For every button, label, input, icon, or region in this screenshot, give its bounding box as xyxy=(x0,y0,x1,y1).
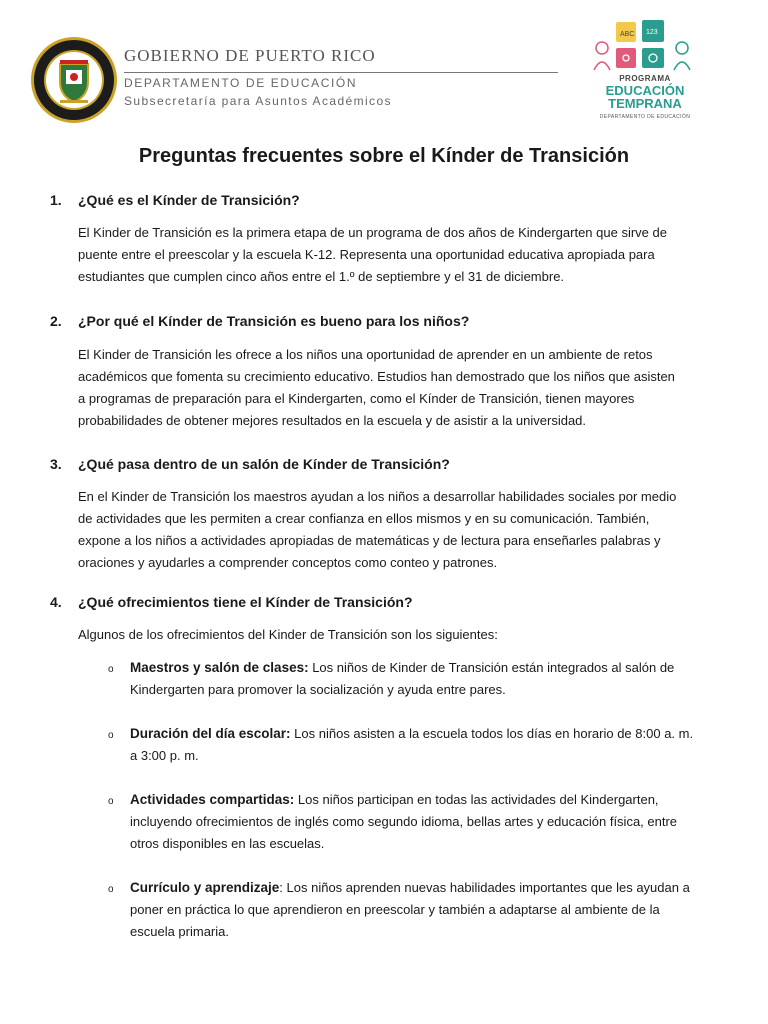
offering-desc: otros disponibles en las escuelas. xyxy=(130,836,325,851)
page-title: Preguntas frecuentes sobre el Kínder de Transición xyxy=(138,145,630,167)
answer-line: oraciones y ayudarles a comprender conceptos como conteo y patrones. xyxy=(78,555,498,570)
offering-desc: Los niños participan en todas las actividades del Kindergarten, xyxy=(294,792,659,807)
question-text: ¿Qué ofrecimientos tiene el Kínder de Transición? xyxy=(78,594,413,610)
logo-tile-abc: ABC xyxy=(620,31,635,38)
logo-programa: PROGRAMA xyxy=(619,74,671,83)
answer-line: académicos que fomenta su crecimiento educativo. Estudios han demostrado que los niños que asisten xyxy=(78,369,675,384)
offering-item xyxy=(130,657,730,701)
answer-line: a programas de preparación para el Kindergarten, como el Kínder de Transición, tienen mayores xyxy=(78,391,635,406)
offering-desc: a 3:00 p. m. xyxy=(130,748,199,763)
offering-desc: : Los niños aprenden nuevas habilidades importantes que les ayudan a xyxy=(279,880,690,895)
header-divider xyxy=(124,72,558,73)
offering-desc: Los niños de Kinder de Transición están integrados al salón de xyxy=(308,660,675,675)
bullet-icon: o xyxy=(108,884,114,895)
question-2 xyxy=(50,313,469,329)
answer-line: En el Kinder de Transición los maestros ayudan a los niños a desarrollar habilidades sociales por medio xyxy=(78,489,677,504)
offering-term: Actividades compartidas: xyxy=(130,792,295,807)
answer-2 xyxy=(78,344,728,432)
answer-line: puente entre el preescolar y la escuela K-12. Representa una oportunidad educativa apropiada para xyxy=(78,247,655,262)
question-number: 1. xyxy=(50,192,62,208)
offering-desc: Kindergarten para promover la socialización y ayuda entre pares. xyxy=(130,682,506,697)
offering-item xyxy=(130,723,730,767)
department-name: DEPARTAMENTO DE EDUCACIÓN xyxy=(124,76,358,90)
logo-tile-123: 123 xyxy=(646,29,658,36)
answer-line: El Kinder de Transición es la primera etapa de un programa de dos años de Kindergarten que sirve de xyxy=(78,225,667,240)
answer-line: de actividades que les permiten a crear confianza en ellos mismos y en su comunicación. También, xyxy=(78,511,650,526)
question-number: 4. xyxy=(50,594,62,610)
offering-desc: Los niños asisten a la escuela todos los días en horario de 8:00 a. m. xyxy=(290,726,694,741)
logo-educacion: EDUCACIÓN xyxy=(605,83,685,98)
answer-line: El Kinder de Transición les ofrece a los niños una oportunidad de aprender en un ambiente de retos xyxy=(78,347,653,362)
offering-desc: incluyendo ofrecimientos de inglés como segundo idioma, bellas artes y educación física, entre xyxy=(130,814,678,829)
logo-departamento: DEPARTAMENTO DE EDUCACIÓN xyxy=(599,114,691,120)
offering-desc: escuela primaria. xyxy=(130,924,229,939)
bullet-icon: o xyxy=(108,664,114,675)
question-number: 2. xyxy=(50,313,62,329)
answer-line: expone a los niños a actividades apropiadas de matemáticas y de lectura para enseñarles palabras y xyxy=(78,533,661,548)
question-text: ¿Por qué el Kínder de Transición es bueno para los niños? xyxy=(78,313,470,329)
question-text: ¿Qué pasa dentro de un salón de Kínder de Transición? xyxy=(78,456,450,472)
answer-4 xyxy=(78,624,728,646)
offering-item xyxy=(130,877,730,943)
subsecretary-name: Subsecretaría para Asuntos Académicos xyxy=(124,94,392,108)
offering-item xyxy=(130,789,730,855)
bullet-icon: o xyxy=(108,730,114,741)
logo-educacion-temprana xyxy=(590,84,700,110)
question-text: ¿Qué es el Kínder de Transición? xyxy=(78,192,300,208)
offering-desc: poner en práctica lo que aprendieron en preescolar y también a adaptarse al ambiente de la xyxy=(130,902,660,917)
logo-temprana: TEMPRANA xyxy=(608,96,682,111)
answer-1 xyxy=(78,222,728,288)
offering-term: Duración del día escolar: xyxy=(130,726,291,741)
bullet-icon: o xyxy=(108,796,114,807)
question-3 xyxy=(50,456,450,472)
answer-line: Algunos de los ofrecimientos del Kinder de Transición son los siguientes: xyxy=(78,627,498,642)
government-title: GOBIERNO DE PUERTO RICO xyxy=(124,46,376,65)
educacion-temprana-logo-icon xyxy=(590,18,700,128)
puerto-rico-seal-icon xyxy=(30,36,118,124)
offering-term: Currículo y aprendizaje xyxy=(130,880,280,895)
question-1 xyxy=(50,192,300,208)
offering-term: Maestros y salón de clases: xyxy=(130,660,309,675)
answer-line: estudiantes que cumplen cinco años entre el 1.º de septiembre y el 31 de diciembre. xyxy=(78,269,565,284)
answer-3 xyxy=(78,486,728,574)
question-number: 3. xyxy=(50,456,62,472)
question-4 xyxy=(50,594,413,610)
answer-line: probabilidades de obtener mejores resultados en la escuela y de asistir a la universidad. xyxy=(78,413,587,428)
